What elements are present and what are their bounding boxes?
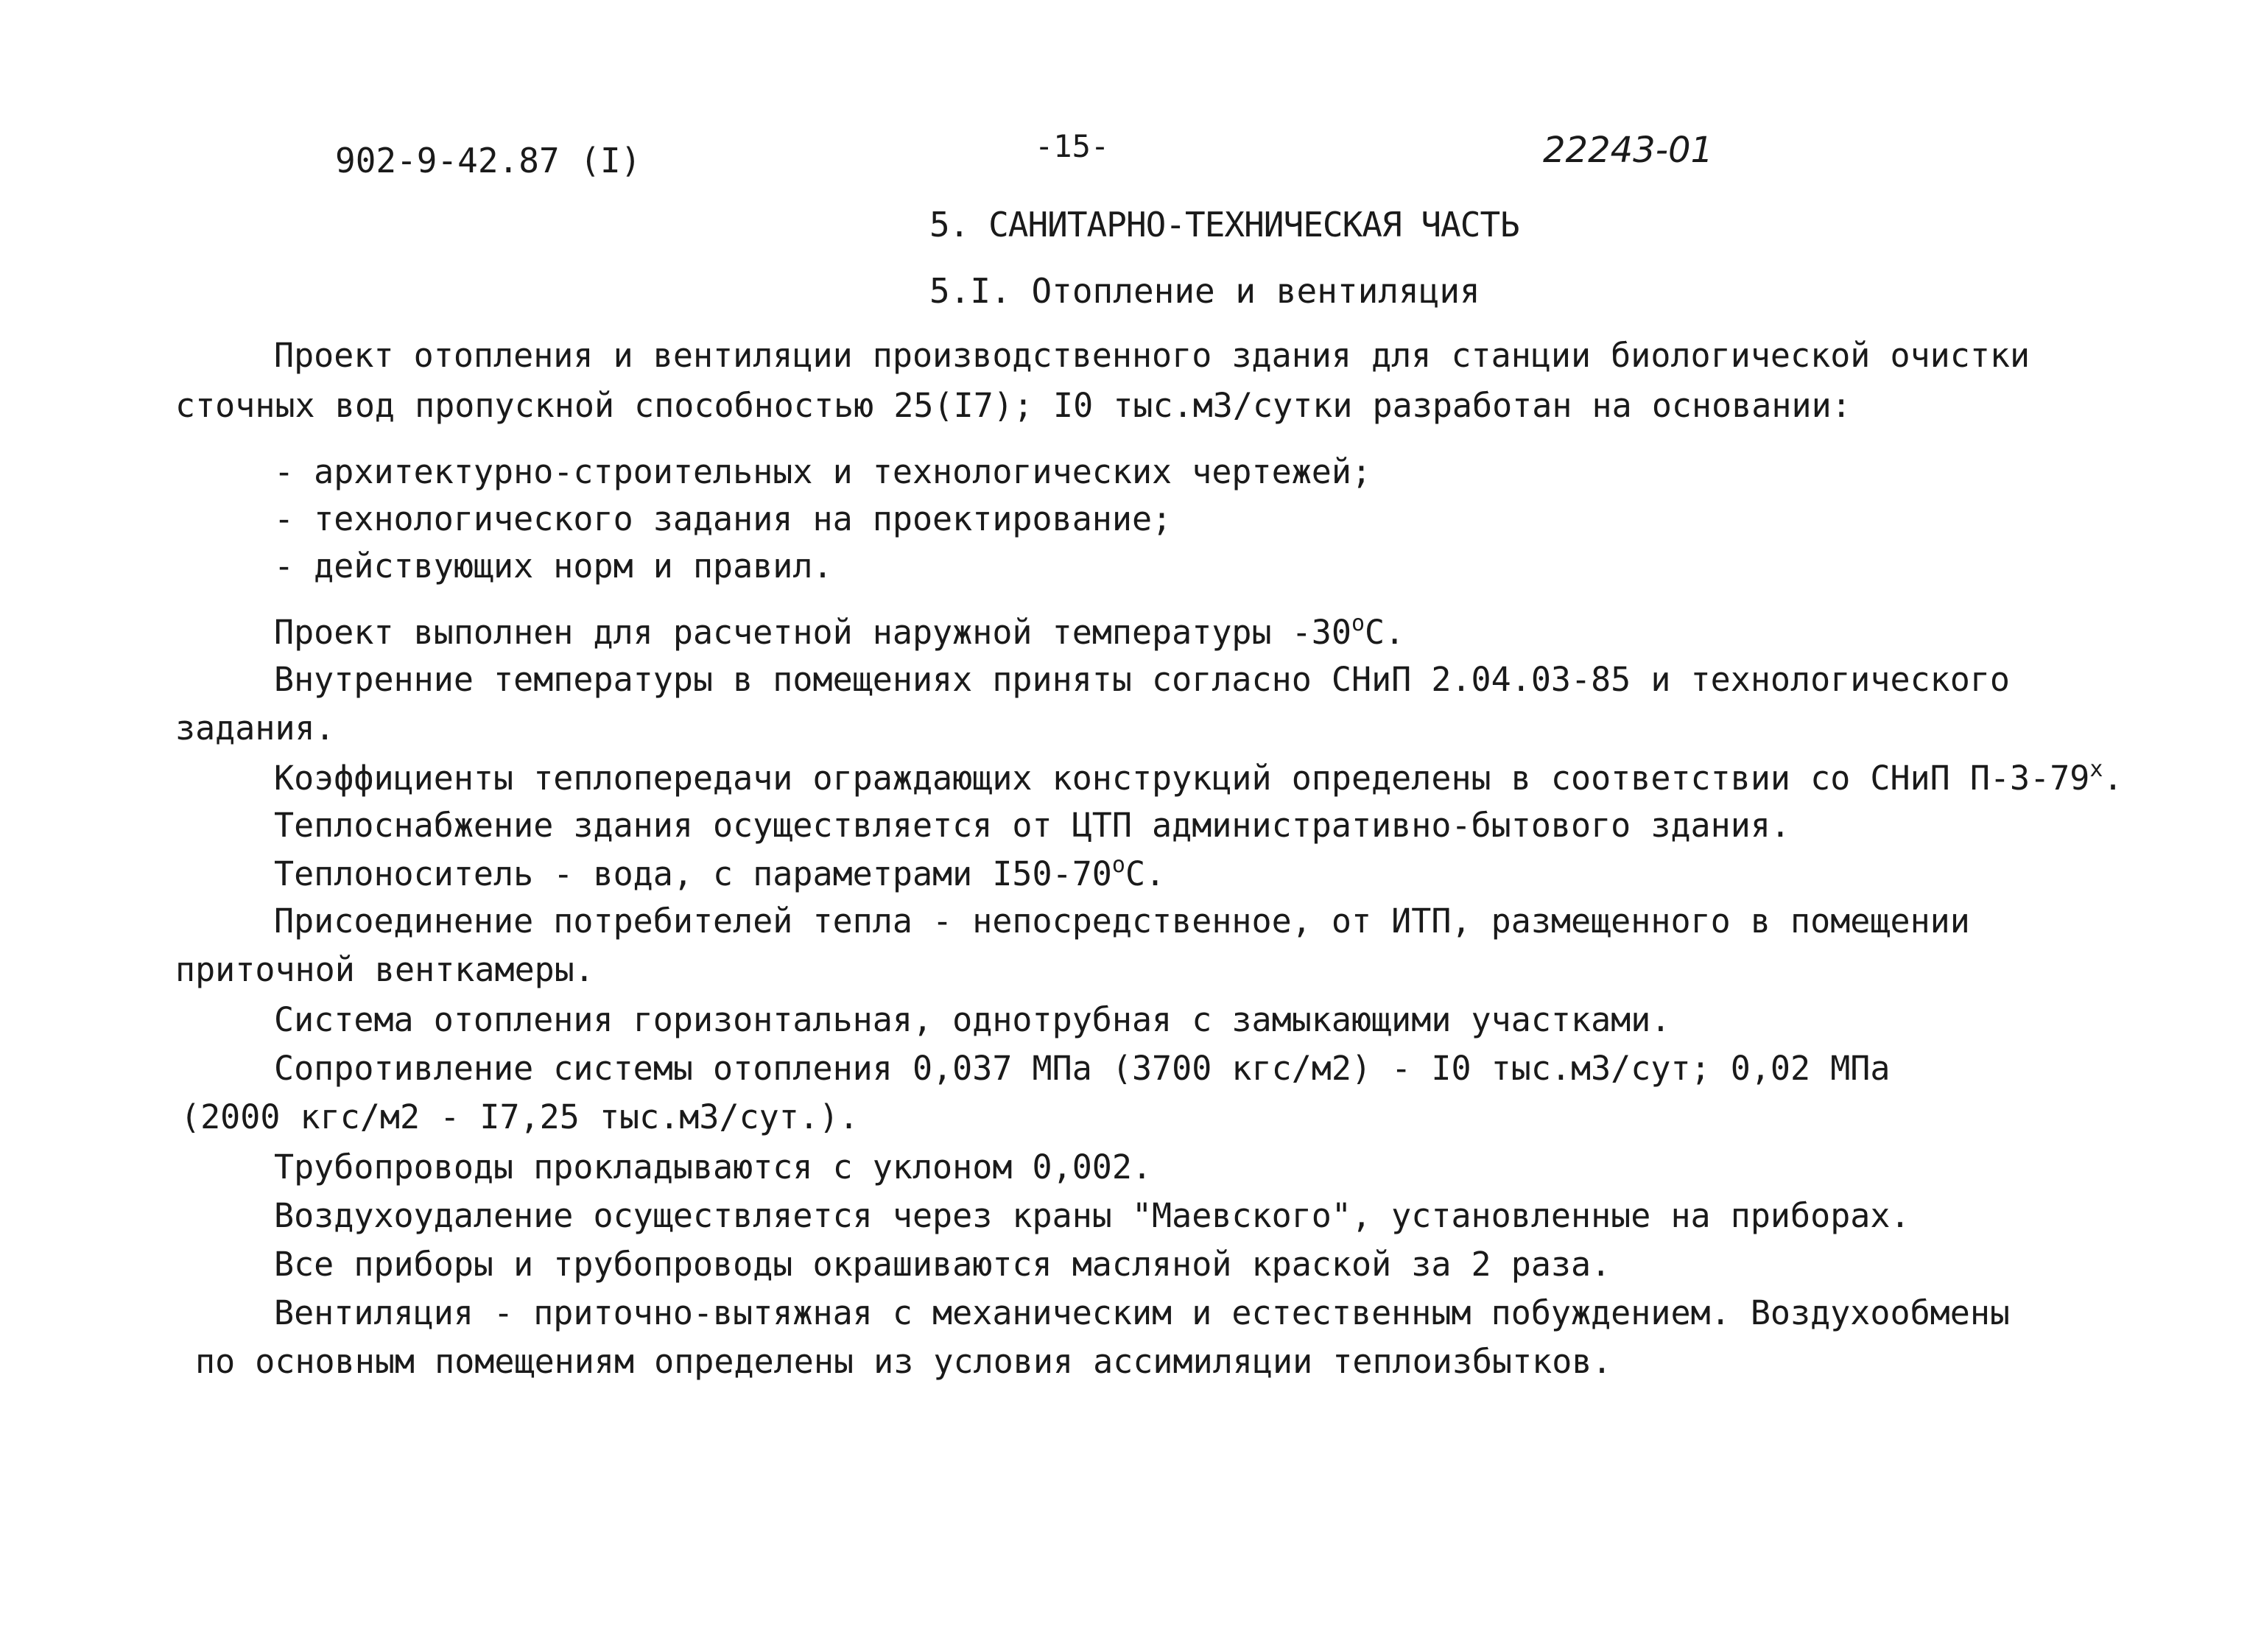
paragraph-line: Вентиляция - приточно-вытяжная с механическим и естественным побуждением. Воздухообмены [274,1293,2011,1332]
line-text: Теплоноситель - вода, с параметрами I50-70 [274,854,1112,893]
paragraph-line: сточных вод пропускной способностью 25(I7); I0 тыс.м3/сутки разработан на основании: [175,386,1852,425]
page-number: -15- [1035,128,1110,164]
paragraph-line: Все приборы и трубопроводы окрашиваются масляной краской за 2 раза. [274,1245,1611,1284]
section-title: 5. САНИТАРНО-ТЕХНИЧЕСКАЯ ЧАСТЬ [929,205,1519,245]
paragraph-line: Проект отопления и вентиляции производственного здания для станции биологической очистки [274,336,2030,375]
paragraph-line: Внутренние температуры в помещениях приняты согласно СНиП 2.04.03-85 и технологического [274,660,2011,699]
list-item: - действующих норм и правил. [274,546,833,586]
paragraph-line: Система отопления горизонтальная, однотрубная с замыкающими участками. [274,1000,1671,1039]
revision-mark: x [2089,756,2103,782]
unit-text: C. [1125,854,1166,893]
paragraph-line: Трубопроводы прокладываются с уклоном 0,002. [274,1147,1153,1187]
degree-mark: o [1111,852,1125,878]
line-tail: . [2103,759,2123,798]
line-text: Коэффициенты теплопередачи ограждающих конструкций определены в соответствии со СНиП П-3-79 [274,759,2090,798]
paragraph-line [274,756,2123,798]
paragraph-line [274,611,1405,652]
unit-text: C. [1365,613,1405,652]
paragraph-line: приточной венткамеры. [175,950,594,989]
list-item: - технологического задания на проектирование; [274,499,1172,538]
paragraph-line: Присоединение потребителей тепла - непосредственное, от ИТП, размещенного в помещении [274,901,1970,941]
paragraph-line: (2000 кгс/м2 - I7,25 тыс.м3/сут.). [180,1097,859,1136]
paragraph-line: Теплоснабжение здания осуществляется от ЦТП административно-бытового здания. [274,806,1791,845]
paragraph-line: по основным помещениям определены из условия ассимиляции теплоизбытков. [195,1342,1612,1381]
paragraph-line: Воздухоудаление осуществляется через краны "Маевского", установленные на приборах. [274,1196,1910,1235]
doc-code: 902-9-42.87 (I) [335,141,641,180]
paragraph-line: задания. [175,709,335,748]
inventory-number: 22243-01 [1543,130,1714,171]
paragraph-line [274,852,1166,893]
subsection-title: 5.I. Отопление и вентиляция [929,271,1480,311]
list-item: - архитектурно-строительных и технологических чертежей; [274,452,1372,491]
line-text: Проект выполнен для расчетной наружной температуры -30 [274,613,1351,652]
degree-mark: o [1351,611,1365,636]
paragraph-line: Сопротивление системы отопления 0,037 МПа (3700 кгс/м2) - I0 тыс.м3/сут; 0,02 МПа [274,1049,1891,1088]
